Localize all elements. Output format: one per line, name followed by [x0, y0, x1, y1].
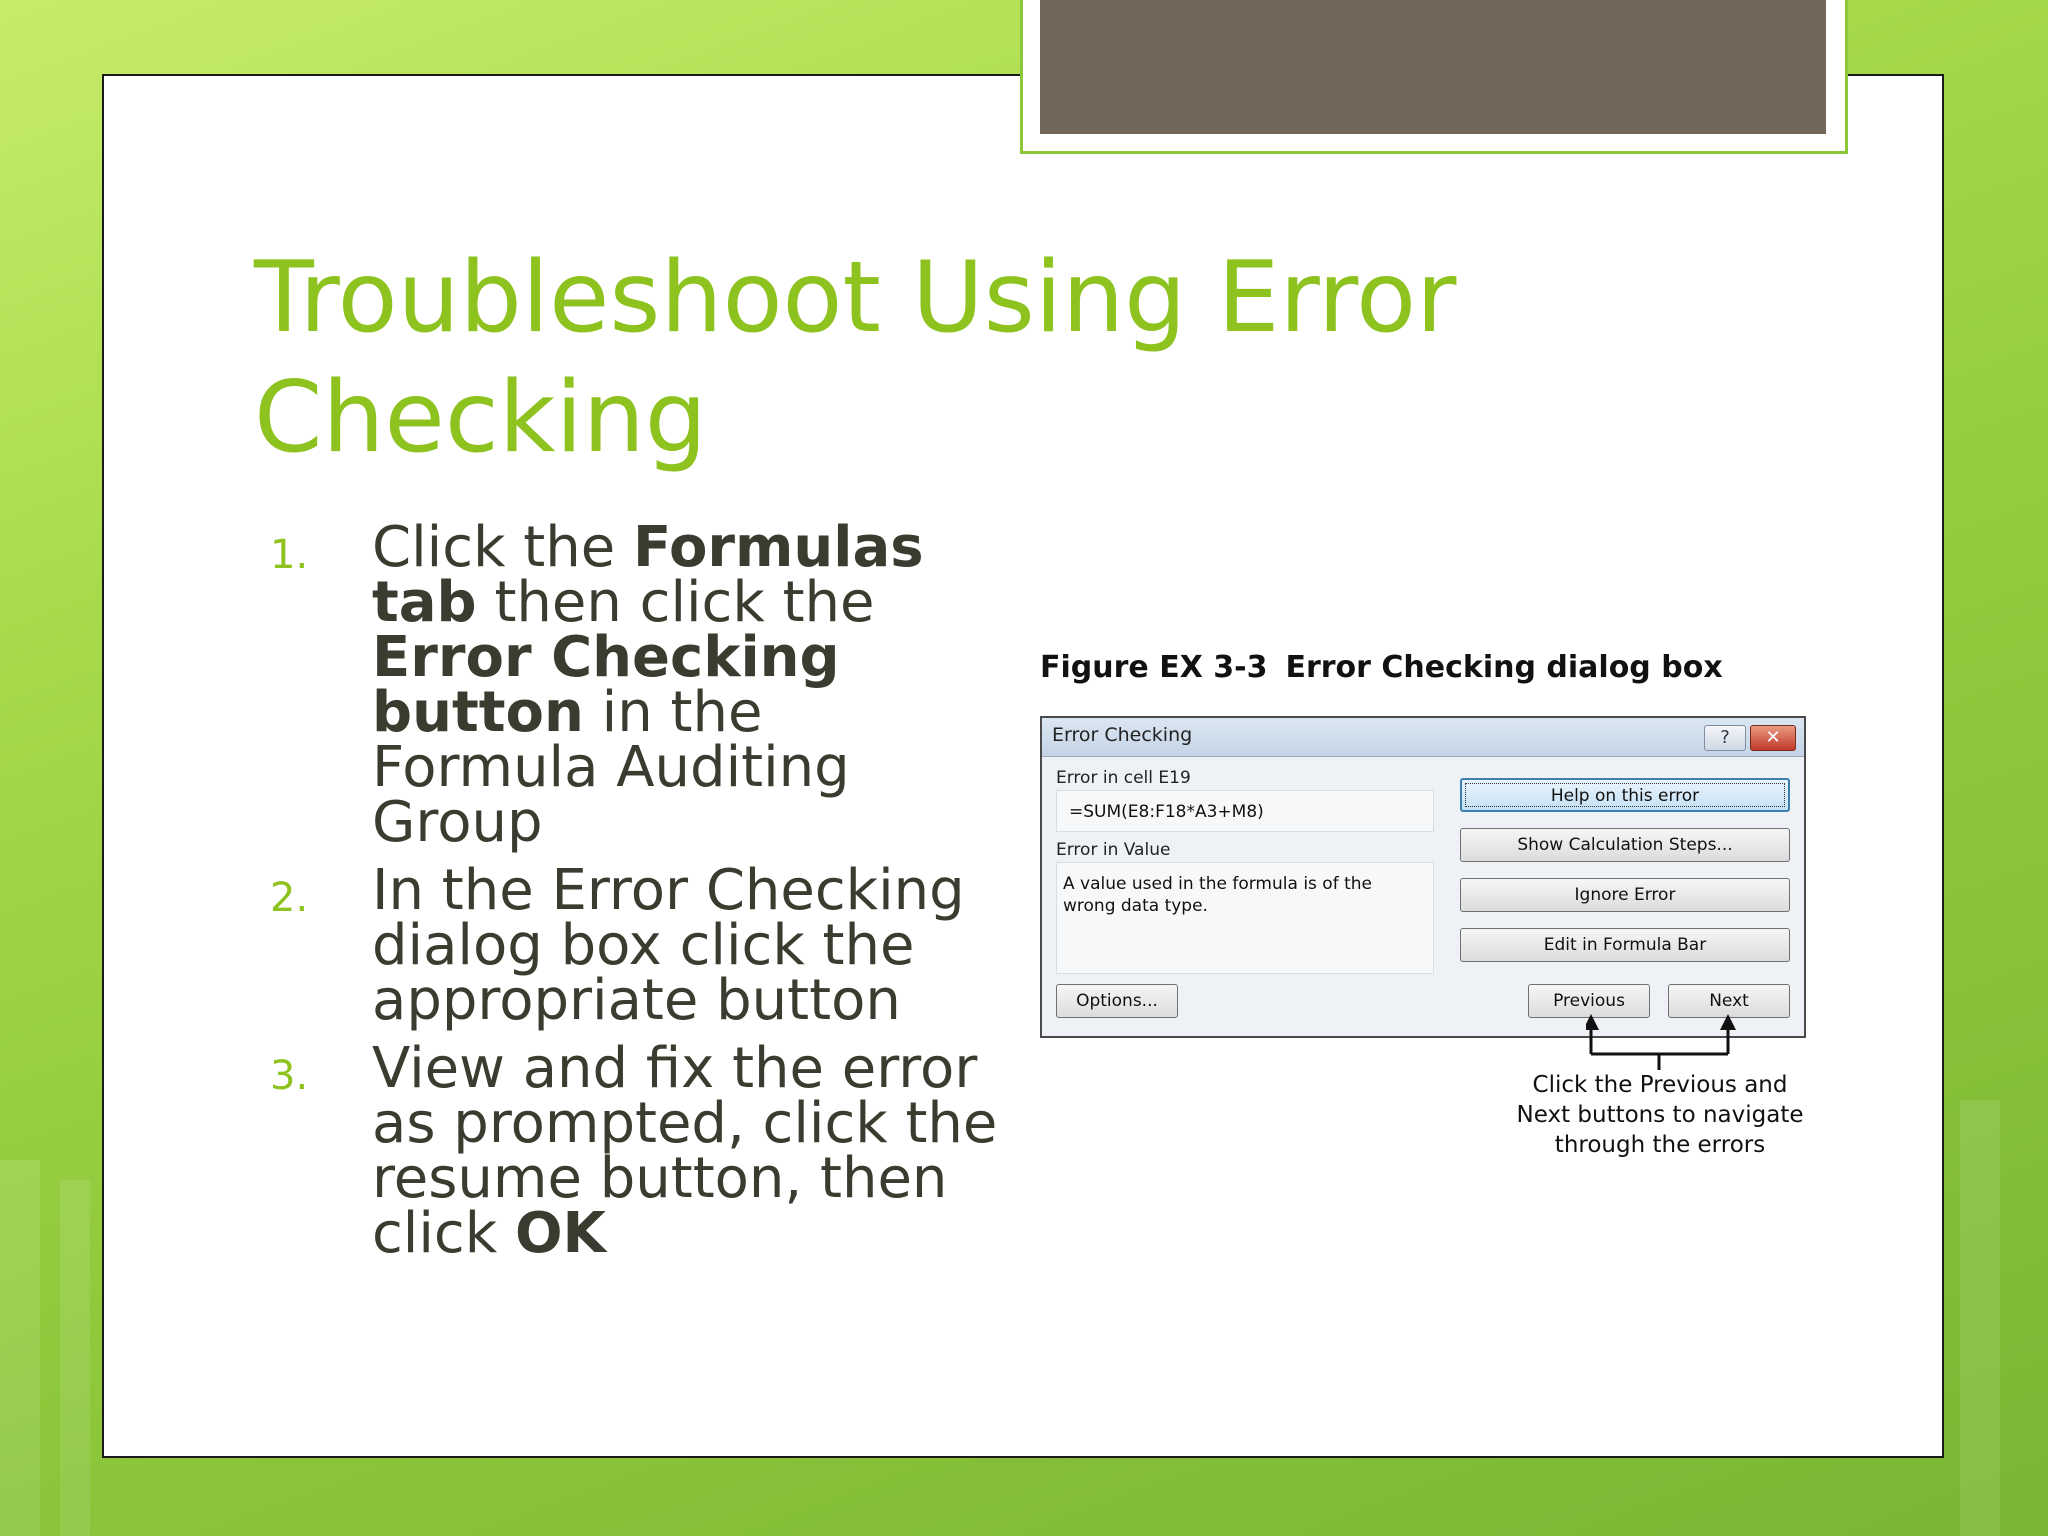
dialog-title: Error Checking	[1052, 724, 1193, 746]
up-arrowhead	[1720, 1014, 1736, 1030]
error-type-label: Error in Value	[1056, 840, 1171, 860]
figure-label: Figure EX 3-3	[1040, 650, 1268, 685]
dialog-titlebar	[1042, 718, 1804, 757]
edit-in-formula-bar-button[interactable]: Edit in Formula Bar	[1460, 928, 1790, 962]
step-3	[270, 1036, 1000, 1266]
callout-text: Click the Previous and Next buttons to navigate through the errors	[1516, 1072, 1804, 1158]
background-stripe	[0, 1160, 40, 1536]
slide-title: Troubleshoot Using Error Checking	[254, 241, 1457, 475]
show-calculation-steps-button[interactable]: Show Calculation Steps...	[1460, 828, 1790, 862]
error-description-box	[1056, 862, 1434, 974]
step-number: 2.	[270, 875, 309, 921]
step-text: View and fix the error as prompted, click the resume button, then click	[372, 1036, 998, 1266]
error-checking-dialog	[1040, 716, 1806, 1038]
step-emphasis: OK	[514, 1201, 606, 1266]
step-1	[270, 515, 1000, 855]
step-text: Click the	[372, 515, 633, 580]
ignore-error-button[interactable]: Ignore Error	[1460, 878, 1790, 912]
error-description: A value used in the formula is of the wrong data type.	[1063, 874, 1372, 916]
formula-text: =SUM(E8:F18*A3+M8)	[1069, 802, 1264, 822]
up-arrowhead	[1586, 1014, 1599, 1030]
step-emphasis: Formulas tab	[372, 515, 924, 635]
figure-caption	[1040, 650, 1723, 685]
step-text: then click the	[476, 570, 875, 635]
formula-box	[1056, 790, 1434, 832]
options-button[interactable]: Options...	[1056, 984, 1178, 1018]
error-cell-label: Error in cell E19	[1056, 768, 1191, 788]
step-text: in the Formula Auditing Group	[372, 680, 850, 855]
background-stripe	[1960, 1100, 2000, 1536]
close-icon[interactable]: ✕	[1750, 725, 1796, 751]
background-stripe	[60, 1180, 90, 1536]
step-number: 1.	[270, 532, 309, 578]
callout-bracket	[1586, 1014, 1746, 1074]
help-icon[interactable]: ?	[1704, 725, 1746, 751]
error-info-panel	[1056, 768, 1436, 1012]
step-2	[270, 858, 1000, 1033]
previous-button[interactable]: Previous	[1528, 984, 1650, 1018]
title-tab	[1040, 0, 1826, 134]
step-number: 3.	[270, 1053, 309, 1099]
next-button[interactable]: Next	[1668, 984, 1790, 1018]
help-on-error-button[interactable]: Help on this error	[1460, 778, 1790, 812]
step-list	[270, 515, 1000, 1274]
step-text: In the Error Checking dialog box click the appropriate button	[372, 858, 965, 1033]
step-emphasis: Error Checking button	[372, 625, 840, 745]
figure-caption-text: Error Checking dialog box	[1285, 650, 1723, 685]
